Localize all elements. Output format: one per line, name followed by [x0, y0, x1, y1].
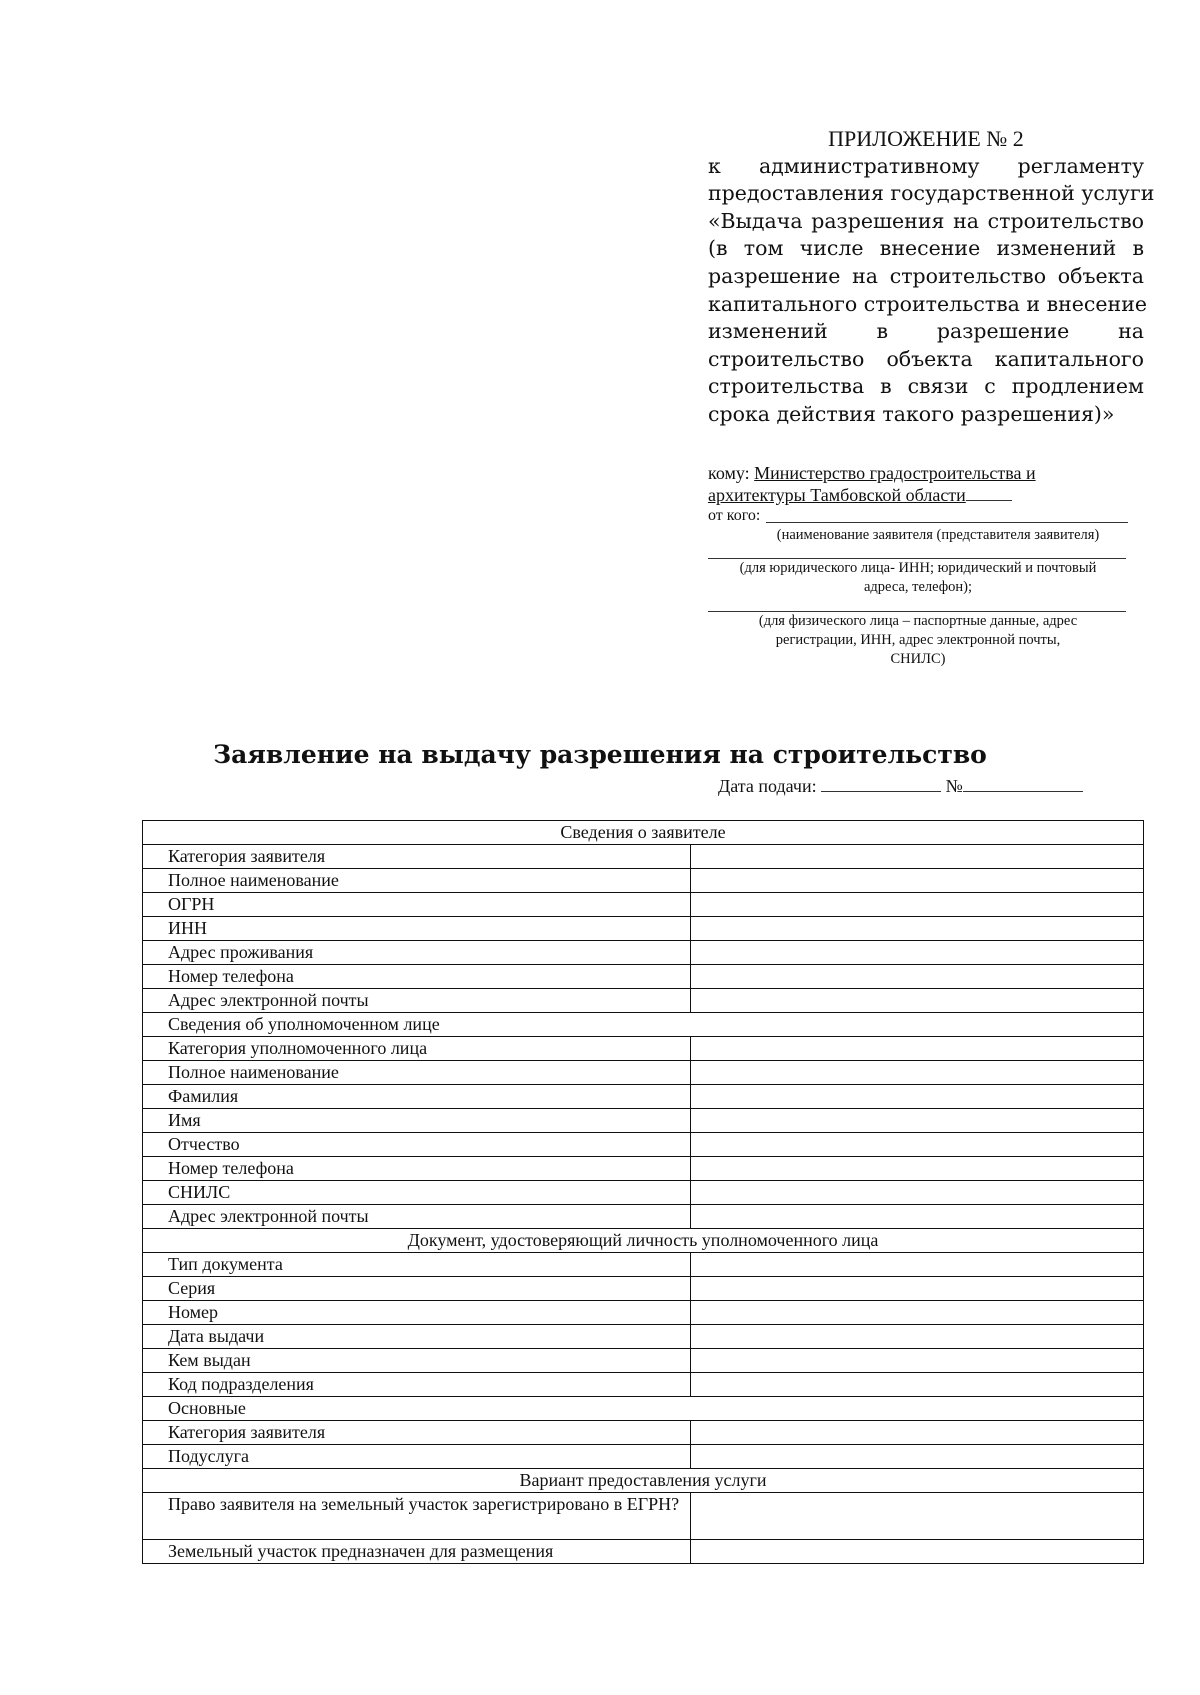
- table-row: [143, 1540, 1144, 1564]
- date-field[interactable]: [821, 791, 941, 792]
- appendix-line: предоставления государственной услуги: [708, 181, 1155, 206]
- table-row: [143, 1085, 1144, 1109]
- to-line: [708, 462, 1128, 484]
- field-value[interactable]: [691, 917, 1144, 941]
- from-field[interactable]: [766, 522, 1128, 523]
- table-row: [143, 1349, 1144, 1373]
- field-label: Номер телефона: [143, 965, 691, 989]
- field-value[interactable]: [691, 1373, 1144, 1397]
- section-row: [143, 821, 1144, 845]
- appendix-line: срока действия такого разрешения)»: [708, 401, 1115, 426]
- from-line: [708, 506, 1128, 526]
- field-label: Земельный участок предназначен для размещения: [143, 1540, 691, 1564]
- document-title: Заявление на выдачу разрешения на строительство: [213, 740, 987, 769]
- field-value[interactable]: [691, 845, 1144, 869]
- field-value[interactable]: [691, 893, 1144, 917]
- field-value[interactable]: [691, 1325, 1144, 1349]
- number-field[interactable]: [963, 791, 1083, 792]
- field-value[interactable]: [691, 1037, 1144, 1061]
- field-value[interactable]: [691, 1157, 1144, 1181]
- table-row: [143, 869, 1144, 893]
- field-label: ИНН: [143, 917, 691, 941]
- date-label: Дата подачи:: [718, 776, 817, 796]
- appendix-line: изменений в разрешение на: [708, 319, 1144, 344]
- table-row: [143, 1061, 1144, 1085]
- table-row: [143, 1133, 1144, 1157]
- table-row: [143, 1493, 1144, 1540]
- appendix-line: строительство объекта капитального: [708, 346, 1144, 371]
- authorized-person-header: Сведения об уполномоченном лице: [143, 1013, 1144, 1037]
- hint-applicant: (наименование заявителя (представителя заявителя): [776, 527, 1100, 543]
- appendix-line: строительства в связи с продлением: [708, 374, 1144, 399]
- table-row: [143, 941, 1144, 965]
- appendix-block: [708, 125, 1155, 429]
- hint-legal-entity: (для юридического лица- ИНН; юридический и почтовый адреса, телефон);: [739, 560, 1097, 595]
- table-row: [143, 989, 1144, 1013]
- from-label: от кого:: [708, 507, 761, 524]
- field-value[interactable]: [691, 1540, 1144, 1564]
- field-label: Категория уполномоченного лица: [143, 1037, 691, 1061]
- table-row: [143, 1325, 1144, 1349]
- to-label: кому:: [708, 463, 750, 483]
- field-label: Адрес электронной почты: [143, 989, 691, 1013]
- field-label: СНИЛС: [143, 1181, 691, 1205]
- appendix-line: «Выдача разрешения на строительство: [708, 208, 1144, 233]
- to-value-2: архитектуры Тамбовской области: [708, 485, 966, 505]
- field-value[interactable]: [691, 1445, 1144, 1469]
- table-row: [143, 1277, 1144, 1301]
- table-row: [143, 845, 1144, 869]
- field-label: Номер телефона: [143, 1157, 691, 1181]
- field-label: Подуслуга: [143, 1445, 691, 1469]
- field-label: ОГРН: [143, 893, 691, 917]
- field-label: Полное наименование: [143, 869, 691, 893]
- table-row: [143, 893, 1144, 917]
- basic-header: Основные: [143, 1397, 1144, 1421]
- section-row: [143, 1229, 1144, 1253]
- appendix-line: разрешение на строительство объекта: [708, 263, 1144, 288]
- field-value[interactable]: [691, 1085, 1144, 1109]
- section-applicant: Сведения о заявителе: [143, 821, 1144, 845]
- table-row: [143, 965, 1144, 989]
- addressee-block: [708, 462, 1128, 669]
- field-value[interactable]: [691, 1181, 1144, 1205]
- field-label: Код подразделения: [143, 1373, 691, 1397]
- application-form-table: [142, 820, 1144, 1564]
- field-value[interactable]: [691, 1349, 1144, 1373]
- to-blank: [966, 500, 1012, 501]
- field-label: Кем выдан: [143, 1349, 691, 1373]
- appendix-line: (в том числе внесение изменений в: [708, 236, 1144, 261]
- field-value[interactable]: [691, 1133, 1144, 1157]
- field-label: Номер: [143, 1301, 691, 1325]
- field-value[interactable]: [691, 1205, 1144, 1229]
- hint-individual: (для физического лица – паспортные данные, адрес регистрации, ИНН, адрес электронной почты, СНИЛС): [758, 613, 1078, 667]
- field-label: Дата выдачи: [143, 1325, 691, 1349]
- field-value[interactable]: [691, 965, 1144, 989]
- table-row: [143, 1253, 1144, 1277]
- to-line-2: [708, 484, 1128, 506]
- field-label: Отчество: [143, 1133, 691, 1157]
- field-value[interactable]: [691, 1277, 1144, 1301]
- field-label: Категория заявителя: [143, 1421, 691, 1445]
- table-row: [143, 917, 1144, 941]
- section-service-variant: Вариант предоставления услуги: [143, 1469, 1144, 1493]
- table-row: [143, 1157, 1144, 1181]
- field-value[interactable]: [691, 1493, 1144, 1540]
- section-row: [143, 1469, 1144, 1493]
- table-row: [143, 1373, 1144, 1397]
- table-row: [143, 1037, 1144, 1061]
- field-label: Серия: [143, 1277, 691, 1301]
- submission-line: [718, 776, 1083, 797]
- field-label: Категория заявителя: [143, 845, 691, 869]
- field-label: Фамилия: [143, 1085, 691, 1109]
- section-identity-document: Документ, удостоверяющий личность уполномоченного лица: [143, 1229, 1144, 1253]
- field-value[interactable]: [691, 1421, 1144, 1445]
- table-row: [143, 1181, 1144, 1205]
- field-label: Тип документа: [143, 1253, 691, 1277]
- subheader-row: [143, 1397, 1144, 1421]
- appendix-line: капитального строительства и внесение: [708, 291, 1148, 316]
- field-label: Право заявителя на земельный участок зарегистрировано в ЕГРН?: [143, 1493, 691, 1540]
- subheader-row: [143, 1013, 1144, 1037]
- table-row: [143, 1109, 1144, 1133]
- table-row: [143, 1301, 1144, 1325]
- table-row: [143, 1205, 1144, 1229]
- field-label: Имя: [143, 1109, 691, 1133]
- table-row: [143, 1421, 1144, 1445]
- field-value[interactable]: [691, 1109, 1144, 1133]
- number-label: №: [945, 776, 963, 796]
- field-label: Адрес электронной почты: [143, 1205, 691, 1229]
- field-value[interactable]: [691, 1061, 1144, 1085]
- to-value: Министерство градостроительства и: [754, 463, 1036, 483]
- field-value[interactable]: [691, 989, 1144, 1013]
- field-value[interactable]: [691, 869, 1144, 893]
- appendix-title: ПРИЛОЖЕНИЕ № 2: [828, 126, 1024, 151]
- field-value[interactable]: [691, 1253, 1144, 1277]
- field-label: Полное наименование: [143, 1061, 691, 1085]
- appendix-line: к административному регламенту: [708, 153, 1144, 178]
- field-value[interactable]: [691, 1301, 1144, 1325]
- field-label: Адрес проживания: [143, 941, 691, 965]
- field-value[interactable]: [691, 941, 1144, 965]
- table-row: [143, 1445, 1144, 1469]
